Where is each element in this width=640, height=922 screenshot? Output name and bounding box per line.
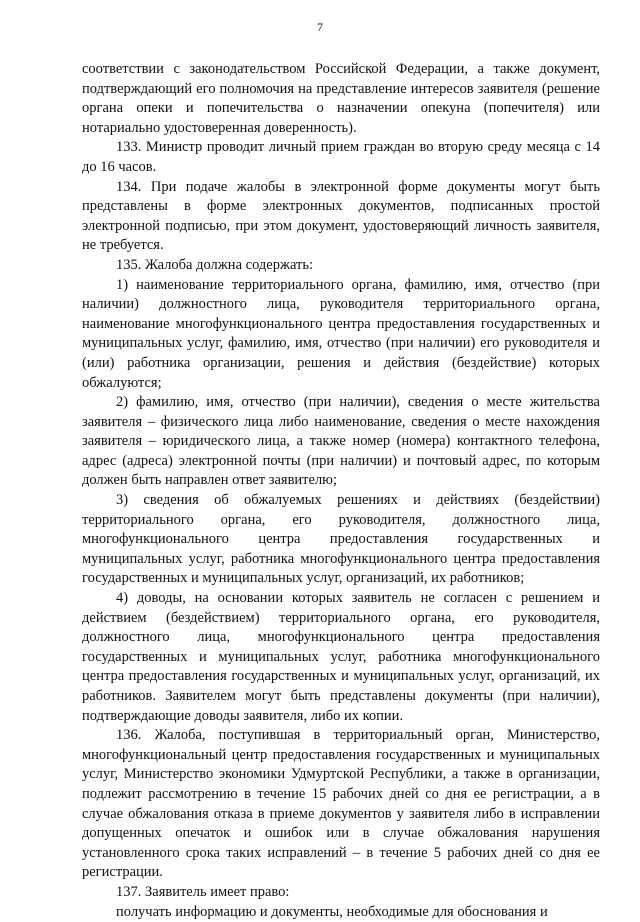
page-number: 7 <box>317 20 323 34</box>
paragraph-135-item-3: 3) сведения об обжалуемых решениях и действиях (бездействии) территориального органа, его руководителя, должностного лица, многофункционального центра предоставления государственных и муниципальных услуг, работника многофункционального центра предоставления государственных и муниципальных услуг, организаций, их работников; <box>82 492 600 587</box>
paragraph-135: 135. Жалоба должна содержать: <box>116 256 314 273</box>
paragraph-137: 137. Заявитель имеет право: <box>116 883 290 900</box>
document-body <box>82 60 600 922</box>
paragraph-135-item-1: 1) наименование территориального органа, фамилию, имя, отчество (при наличии) должностного лица, руководителя территориального органа, наименование многофункционального центра предоставления государственных и муниципальных услуг, фамилию, имя, отчество (при наличии) его руководителя и (или) работника организации, решения и действия (бездействие) которых обжалуются; <box>82 276 600 391</box>
paragraph-135-item-2: 2) фамилию, имя, отчество (при наличии), сведения о месте жительства заявителя – физического лица либо наименование, сведения о месте нахождения заявителя – юридического лица, а также номер (номера) контактного телефона, адрес (адреса) электронной почты (при наличии) и почтовый адрес, по которым должен быть направлен ответ заявителю; <box>82 394 600 489</box>
paragraph-137-item: получать информацию и документы, необходимые для обоснования и <box>116 903 548 920</box>
paragraph-133: 133. Министр проводит личный прием граждан во вторую среду месяца с 14 до 16 часов. <box>82 139 600 175</box>
paragraph-continuation: соответствии с законодательством Российской Федерации, а также документ, подтверждающий его полномочия на представление интересов заявителя (решение органа опеки и попечительства о назначении опекуна (попечителя) или нотариально удостоверенная доверенность). <box>82 61 600 136</box>
paragraph-136: 136. Жалоба, поступившая в территориальный орган, Министерство, многофункциональный центр предоставления государственных и муниципальных услуг, Министерство экономики Удмуртской Республики, а также в организации, подлежит рассмотрению в течение 15 рабочих дней со дня ее регистрации, а в случае обжалования отказа в приеме документов у заявителя либо в исправлении допущенных опечаток и ошибок или в случае обжалования нарушения установленного срока таких исправлений – в течение 5 рабочих дней со дня ее регистрации. <box>82 727 600 881</box>
paragraph-135-item-4: 4) доводы, на основании которых заявитель не согласен с решением и действием (бездействием) территориального органа, его руководителя, должностного лица, многофункционального центра предоставления государственных и муниципальных услуг, работника многофункционального центра предоставления государственных и муниципальных услуг, организаций, их работников. Заявителем могут быть представлены документы (при наличии), подтверждающие доводы заявителя, либо их копии. <box>82 590 600 724</box>
paragraph-134: 134. При подаче жалобы в электронной форме документы могут быть представлены в форме электронных документов, подписанных простой электронной подписью, при этом документ, удостоверяющий личность заявителя, не требуется. <box>82 178 600 254</box>
